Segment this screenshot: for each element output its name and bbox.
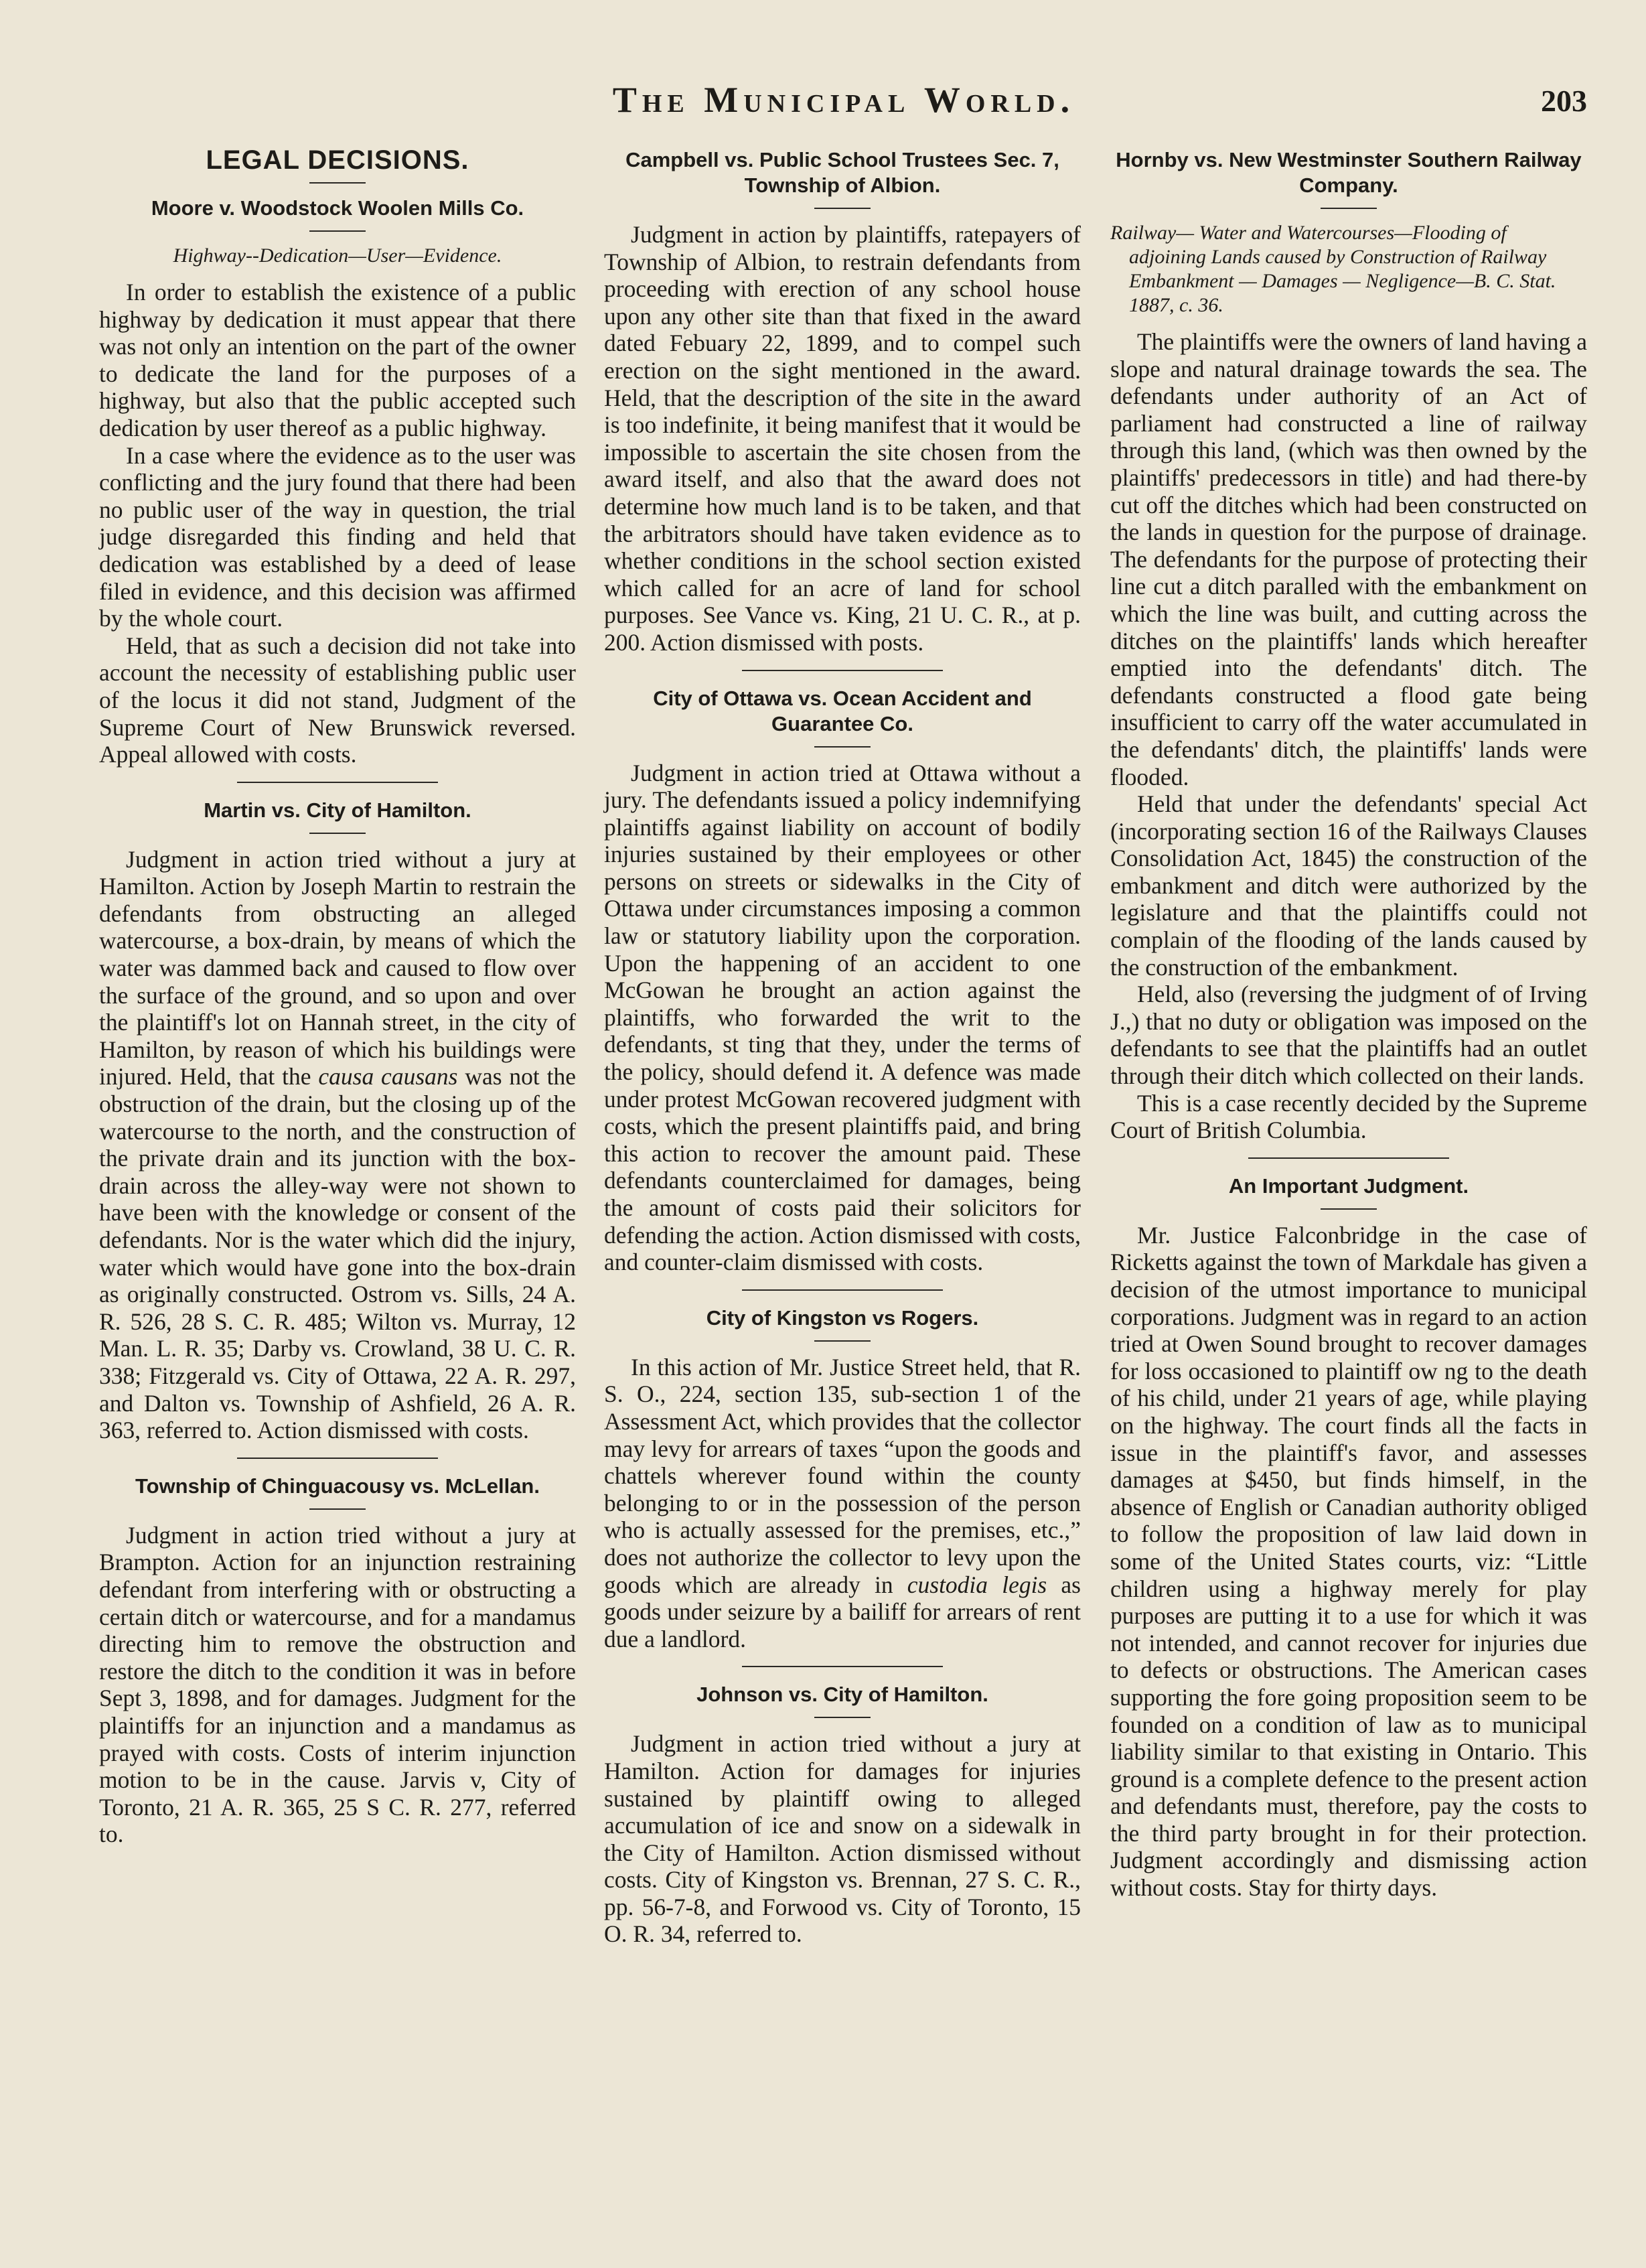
section-divider xyxy=(1248,1157,1449,1159)
case-subtitle-moore: Highway--Dedication—User—Evidence. xyxy=(173,244,502,267)
paragraph xyxy=(99,846,576,1444)
masthead-title: The Municipal World. xyxy=(612,80,1075,120)
paragraph: Judgment in action tried without a jury at Brampton. Action for an injunction restraining defendant from interfering with or obstructing a certain ditch or watercourse, and for a mandamus directing him to remove the obstruction and restore the ditch to the condition it was in before Sept 3, 1898, and for damages. Judgment for the plaintiffs for an injunction and a mandamus as prayed with costs. Costs of interim injunction motion to be in the cause. Jarvis v, City of Toronto, 21 A. R. 365, 25 S C. R. 277, referred to. xyxy=(99,1521,576,1848)
page-number: 203 xyxy=(1541,84,1587,118)
case-title-kingston: City of Kingston vs Rogers. xyxy=(706,1305,979,1330)
latin-term: causa causans xyxy=(318,1063,458,1090)
divider xyxy=(814,1340,871,1342)
column-1 xyxy=(99,147,576,1848)
section-divider xyxy=(742,670,943,671)
divider xyxy=(814,746,871,748)
section-divider xyxy=(237,782,438,783)
column-3 xyxy=(1110,147,1587,1902)
case-title-martin: Martin vs. City of Hamilton. xyxy=(204,798,471,822)
paragraph-text: Judgment in action tried without a jury at Hamilton. Action by Joseph Martin to restrain the defendants from obstructing an alleged watercourse, a box-drain, by means of which the water was dammed back and caused to flow over the surface of the ground, and so upon and over the plaintiff's lot on Hannah street, in the city of Hamilton, by reason of which his buildings were injured. Held, that the xyxy=(99,845,576,1090)
section-divider xyxy=(237,1458,438,1459)
case-subtitle-hornby: Railway— Water and Watercourses—Flooding of adjoining Lands caused by Construction of Railway Embankment — Damages — Negligence—B. C. Stat. 1887, c. 36. xyxy=(1110,222,1556,316)
column-2 xyxy=(604,147,1081,1948)
case-title-moore: Moore v. Woodstock Woolen Mills Co. xyxy=(151,196,524,220)
paragraph-text: as goods under seizure by a bailiff for arrears of rent due a landlord. xyxy=(604,1571,1081,1652)
case-title-ottawa: City of Ottawa vs. Ocean Accident and Guarantee Co. xyxy=(653,686,1032,735)
paragraph: This is a case recently decided by the Supreme Court of British Columbia. xyxy=(1110,1089,1587,1144)
paragraph-text: was not the obstruction of the drain, but the closing up of the watercourse to the north, and the construction of the private drain and its junction with the box-drain across the alley-way were not shown to have been with the knowledge or consent of the defendants. Nor is the water which did the injury, water which would have gone into the box-drain as originally constructed. Ostrom vs. Sills, 24 A. R. 526, 28 S. C. R. 485; Wilton vs. Murray, 12 Man. L. R. 35; Darby vs. Crowland, 38 U. C. R. 338; Fitzgerald vs. City of Ottawa, 22 A. R. 297, and Dalton vs. Township of Ashfield, 26 A. R. 363, referred to. Action dismissed with costs. xyxy=(99,1063,576,1444)
page-header xyxy=(94,79,1594,133)
divider xyxy=(309,182,366,184)
case-title-chinguacousy: Township of Chinguacousy vs. McLellan. xyxy=(135,1474,540,1498)
divider xyxy=(1321,1208,1377,1210)
paragraph: Held, that as such a decision did not take into account the necessity of establishing public user of the locus it did not stand, Judgment of the Supreme Court of New Brunswick reversed. Appeal allowed with costs. xyxy=(99,632,576,768)
paragraph: In order to establish the existence of a public highway by dedication it must appear that there was not only an intention on the part of the owner to dedicate the land for the purposes of a highway, but also that the public accepted such dedication by user thereof as a public highway. xyxy=(99,279,576,441)
case-title-campbell: Campbell vs. Public School Trustees Sec. 7, Township of Albion. xyxy=(625,148,1059,197)
divider xyxy=(309,833,366,834)
divider xyxy=(814,208,871,209)
main-heading: LEGAL DECISIONS. xyxy=(206,145,469,175)
section-divider xyxy=(742,1666,943,1667)
divider xyxy=(814,1717,871,1718)
paragraph: Held that under the defendants' special Act (incorporating section 16 of the Railways Clauses Consolidation Act, 1845) the construction of the embankment and ditch were authorized by the legislature and that the plaintiffs could not complain of the flooding of the lands caused by the construction of the embankment. xyxy=(1110,790,1587,981)
paragraph: The plaintiffs were the owners of land having a slope and natural drainage towards the sea. The defendants under authority of an Act of parliament had constructed a line of railway through this land, (which was then owned by the plaintiffs' predecessors in title) and had there-by cut off the ditches which had been constructed on the lands in question for the purpose of drainage. The defendants for the purpose of protecting their line cut a ditch paralled with the embankment on which the line was built, and cutting across the ditches on the plaintiffs' lands which hereafter emptied into the defendants' ditch. The defendants constructed a flood gate being insufficient to carry off the water accumulated in the defendants' ditch, the plaintiffs' lands were flooded. xyxy=(1110,328,1587,790)
paragraph: Judgment in action by plaintiffs, ratepayers of Township of Albion, to restrain defendants from proceeding with erection of any school house upon any other site than that fixed in the award dated Febuary 22, 1899, and to compel such erection on the sight mentioned in the award. Held, that the description of the site in the award is too indefinite, it being manifest that it would be impossible to ascertain the site chosen from the award itself, and also that the award does not determine how much land is to be taken, and that the arbitrators should have taken evidence as to whether conditions in the school section existed which called for an acre of land for school purposes. See Vance vs. King, 21 U. C. R., at p. 200. Action dismissed with posts. xyxy=(604,221,1081,656)
divider xyxy=(309,230,366,232)
paragraph: Held, also (reversing the judgment of of Irving J.,) that no duty or obligation was imposed on the defendants to see that the plaintiffs had an outlet through their ditch which collected on their lands. xyxy=(1110,981,1587,1090)
paragraph: Judgment in action tried without a jury at Hamilton. Action for damages for injuries sustained by plaintiff owing to alleged accumulation of ice and snow on a sidewalk in the City of Hamilton. Action dismissed without costs. City of Kingston vs. Brennan, 27 S. C. R., pp. 56-7-8, and Forwood vs. City of Toronto, 15 O. R. 34, referred to. xyxy=(604,1730,1081,1948)
paragraph: In a case where the evidence as to the user was conflicting and the jury found that there had been no public user of the way in question, the trial judge disregarded this finding and held that dedication was established by a deed of lease filed in evidence, and this decision was affirmed by the whole court. xyxy=(99,441,576,632)
paragraph: Mr. Justice Falconbridge in the case of Ricketts against the town of Markdale has given a decision of the utmost importance to municipal corporations. Judgment was in regard to an action tried at Owen Sound brought to recover damages for loss occasioned to plaintiff ow ng to the death of his child, under 21 years of age, while playing on the highway. The court finds all the facts in issue in the plaintiff's favor, and assesses damages at $450, but finds himself, in the absence of English or Canadian authority obliged to follow the proposition of law laid down in some of the United States courts, viz: “Little children using a highway merely for play purposes are putting it to a use for which it was not intended, and cannot recover for injuries due to defects or obstructions. The American cases supporting the fore going proposition seem to be founded on a condition of law as to municipal liability similar to that existing in Ontario. This ground is a complete defence to the present action and defendants must, therefore, pay the costs to the third party brought in for their protection. Judgment accordingly and dismissing action without costs. Stay for thirty days. xyxy=(1110,1221,1587,1902)
latin-term: custodia legis xyxy=(907,1571,1047,1598)
divider xyxy=(309,1508,366,1510)
section-divider xyxy=(742,1289,943,1291)
paragraph-text: In this action of Mr. Justice Street held, that R. S. O., 224, section 135, sub-section 1 of the Assessment Act, which provides that the collector may levy for arrears of taxes “upon the goods and chattels wherever found within the county belonging to or in the possession of the person who is actually assessed for the premises, etc.,” does not authorize the collector to levy upon the goods which are already in xyxy=(604,1353,1081,1598)
case-title-important: An Important Judgment. xyxy=(1228,1174,1469,1198)
paragraph: Judgment in action tried at Ottawa without a jury. The defendants issued a policy indemnifying plaintiffs against liability on account of bodily injuries sustained by their employees or other persons on streets or sidewalks in the City of Ottawa under circumstances imposing a common law or statutory liability upon the corporation. Upon the happening of an accident to one McGowan he brought an action against the plaintiffs, who forwarded the writ to the defendants, st ting that they, under the terms of the policy, should defend it. A defence was made under protest McGowan recovered judgment with costs, which the present plaintiffs paid, and bring this action to recover the amount paid. These defendants counterclaimed for damages, being the amount of costs paid their solicitors for defending the action. Action dismissed with costs, and counter-claim dismissed with costs. xyxy=(604,759,1081,1276)
case-title-hornby: Hornby vs. New Westminster Southern Railway Company. xyxy=(1116,148,1582,197)
case-title-johnson: Johnson vs. City of Hamilton. xyxy=(696,1683,988,1707)
paragraph xyxy=(604,1354,1081,1653)
divider xyxy=(1321,208,1377,209)
